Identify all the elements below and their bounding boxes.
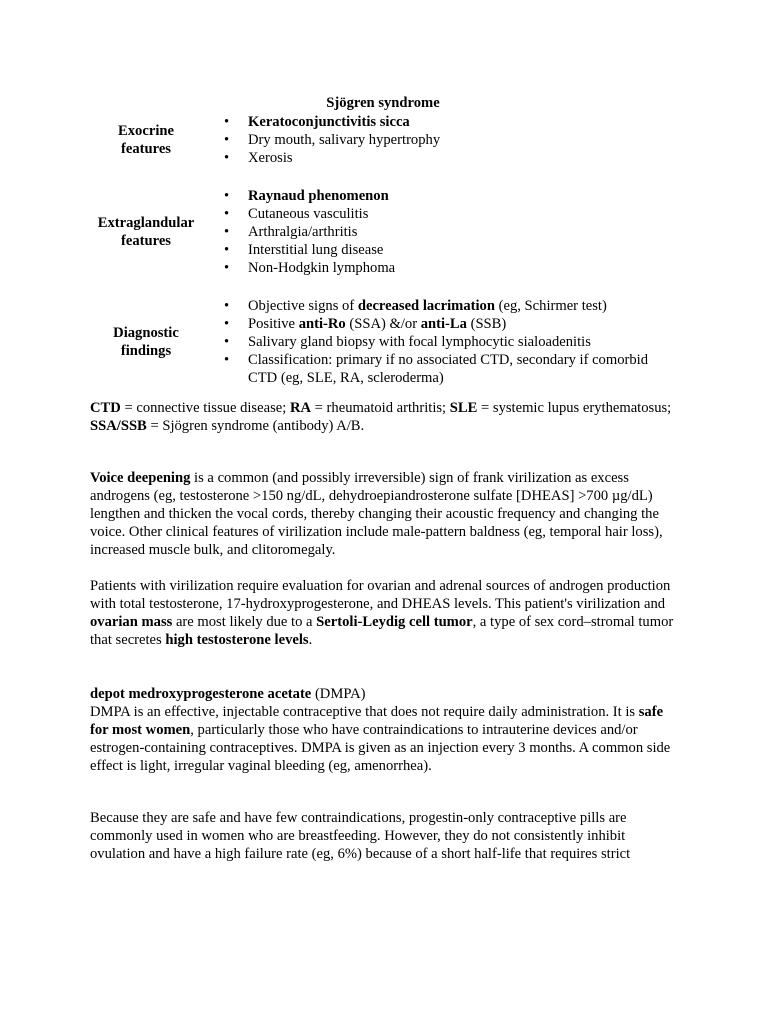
bullet-list [224,113,680,167]
text-run: Interstitial lung disease [248,242,384,258]
bold-text: RA [289,400,312,416]
bold-text: CTD [90,400,121,416]
table-row [90,113,680,167]
bold-text: depot medroxyprogesterone acetate [90,686,312,702]
text-run: = systemic lupus erythematosus; [477,400,672,416]
title-text: Sjögren syndrome [326,95,440,111]
text-run: = Sjögren syndrome (antibody) A/B. [146,418,365,434]
section-label [90,187,202,277]
list-item [224,351,680,387]
paragraph [90,809,680,863]
section-label-line: Extraglandular [97,215,195,231]
bold-text: Keratoconjunctivitis sicca [248,114,410,130]
list-item [224,297,680,315]
bullet-list [224,187,680,277]
list-item [224,259,680,277]
document-page [90,94,680,863]
bold-text: decreased lacrimation [357,298,495,314]
text-run: = rheumatoid arthritis; [311,400,450,416]
list-item [224,333,680,351]
text-run: = connective tissue disease; [120,400,290,416]
section-content [224,187,680,277]
text-run: Xerosis [248,150,293,166]
bullet-list [224,297,680,387]
text-run: (eg, Schirmer test) [494,298,607,314]
bold-text: SLE [449,400,478,416]
text-run: Patients with virilization require evaluation for ovarian and adrenal sources of androgen production with total testosterone, 17-hydroxyprogesterone, and DHEAS levels. This patient's virilization and [90,578,671,612]
list-item [224,205,680,223]
body-text [90,399,680,863]
text-run: are most likely due to a [172,614,317,630]
list-item [224,187,680,205]
section-content [224,297,680,387]
text-run: , a type of sex cord–stromal tumor that secretes [90,614,674,648]
list-item [224,131,680,149]
text-run: Objective signs of [248,298,358,314]
bold-text: Raynaud phenomenon [248,188,389,204]
bold-text: Voice deepening [90,470,191,486]
bold-text: safe for most women [90,704,664,738]
section-label-line: Diagnostic [113,325,179,341]
text-run: Dry mouth, salivary hypertrophy [248,132,441,148]
paragraph [90,399,680,435]
text-run: Cutaneous vasculitis [248,206,369,222]
text-run: is a common (and possibly irreversible) sign of frank virilization as excess androgens (eg, testosterone >150 ng/dL, dehydroepiandrosterone sulfate [DHEAS] >700 µg/dL) lengthen and thicken the vocal cords, thereby changing their acoustic frequency and changing the voice. Other clinical features of virilization include male-pattern baldness (eg, temporal hair loss), increased muscle bulk, and clitoromegaly. [90,470,663,558]
section-label [90,297,202,387]
text-run: Salivary gland biopsy with focal lymphocytic sialoadenitis [248,334,591,350]
list-item [224,223,680,241]
bold-text: anti-La [420,316,467,332]
section-label-line: Exocrine [118,123,174,139]
text-run: (SSA) &/or [345,316,421,332]
text-run: (DMPA) [311,686,366,702]
list-item [224,315,680,333]
list-item [224,241,680,259]
table-row [90,187,680,277]
text-run: Because they are safe and have few contraindications, progestin-only contraceptive pills are commonly used in women who are breastfeeding. However, they do not consistently inhibit ovulation and have a high failure rate (eg, 6%) because of a short half-life that requires strict [90,810,631,862]
text-run: Arthralgia/arthritis [248,224,358,240]
bold-text: SSA/SSB [90,418,147,434]
list-item [224,149,680,167]
paragraph [90,469,680,559]
text-run: Non-Hodgkin lymphoma [248,260,396,276]
text-run: Classification: primary if no associated CTD, secondary if comorbid CTD (eg, SLE, RA, scleroderma) [248,352,649,386]
section-label [90,113,202,167]
text-run: DMPA is an effective, injectable contraceptive that does not require daily administration. It is [90,704,639,720]
section-label-line: findings [120,343,172,359]
section-content [224,113,680,167]
text-run: Positive [248,316,299,332]
bold-text: ovarian mass [90,614,173,630]
bold-text: high testosterone levels [165,632,309,648]
text-run: . [308,632,313,648]
list-item [224,113,680,131]
bold-text: anti-Ro [298,316,346,332]
sjogren-table [90,113,680,387]
text-run: , particularly those who have contraindications to intrauterine devices and/or estrogen-containing contraceptives. DMPA is given as an injection every 3 months. A common side effect is light, irregular vaginal bleeding (eg, amenorrhea). [90,722,671,774]
table-title [90,94,680,112]
section-label-line: features [121,141,171,157]
text-run: (SSB) [466,316,507,332]
paragraph [90,685,680,775]
section-label-line: features [121,233,171,249]
paragraph [90,577,680,649]
bold-text: Sertoli-Leydig cell tumor [316,614,473,630]
table-row [90,297,680,387]
